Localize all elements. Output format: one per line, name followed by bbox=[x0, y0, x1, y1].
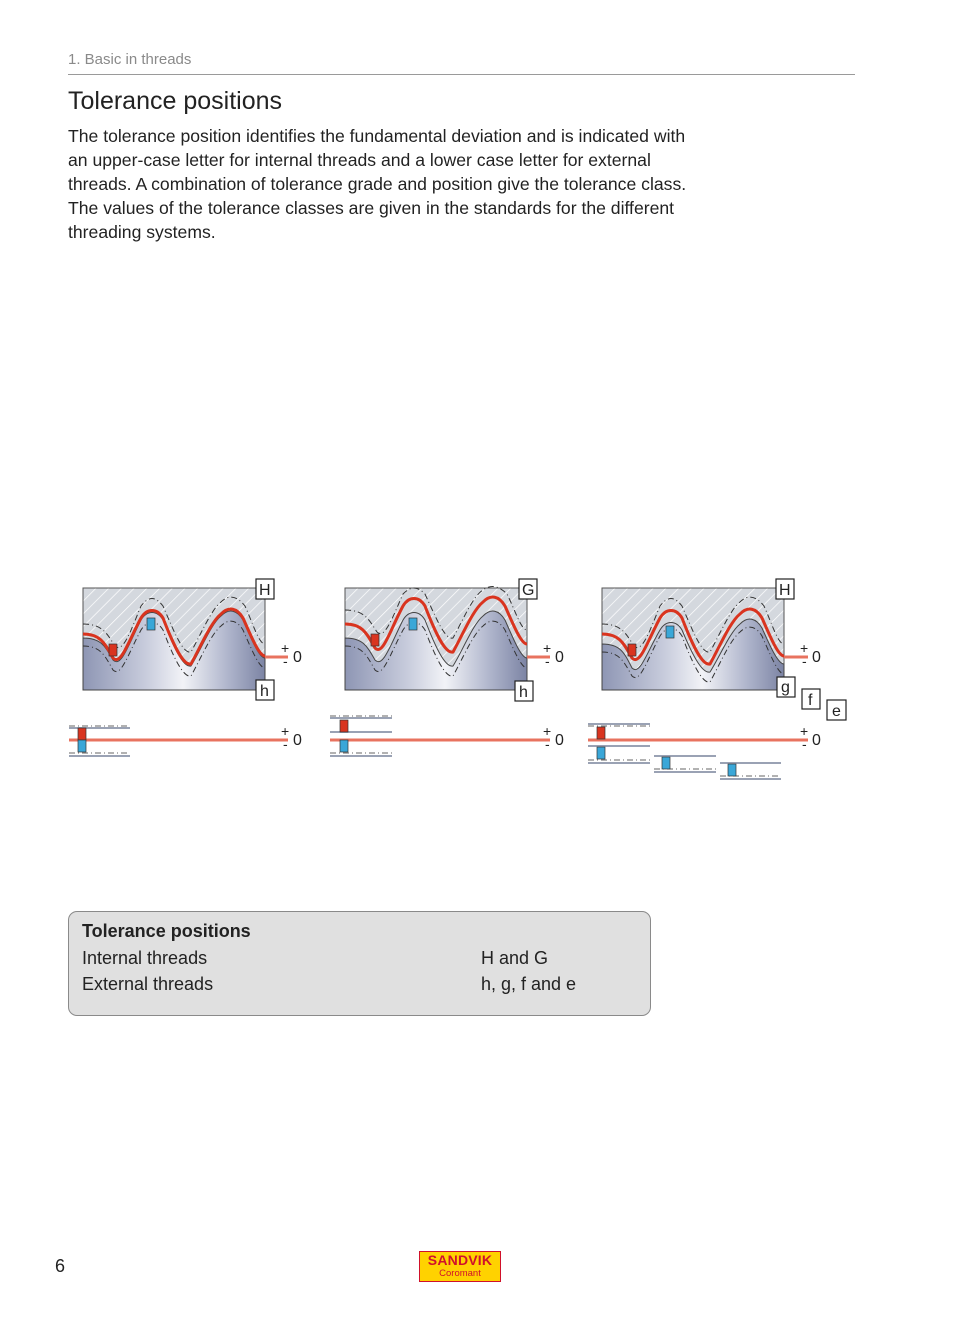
page-title: Tolerance positions bbox=[68, 87, 283, 115]
sandvik-coromant-logo bbox=[419, 1251, 501, 1282]
panel-1-external-letter: h bbox=[260, 683, 269, 700]
panel-2-diagram bbox=[345, 587, 527, 690]
panel-1-zero: 0 bbox=[293, 649, 302, 666]
panel-2-schematic-zero: 0 bbox=[555, 732, 564, 749]
summary-row-internal-value: H and G bbox=[481, 948, 549, 968]
header-divider bbox=[68, 74, 855, 75]
summary-row-external-label: External threads bbox=[82, 974, 214, 994]
panel-3-schematic-zero: 0 bbox=[812, 732, 821, 749]
panel-2-schematic-plus: + bbox=[543, 723, 552, 739]
panel-1-schematic-minus: - bbox=[283, 736, 288, 752]
panel-1-plus: + bbox=[281, 640, 290, 656]
summary-row-internal-label: Internal threads bbox=[82, 948, 208, 968]
panel-1-minus: - bbox=[283, 653, 288, 669]
panel-1-diagram bbox=[83, 588, 265, 690]
panel-1-schematic-zero: 0 bbox=[293, 732, 302, 749]
panel-3-plus: + bbox=[800, 640, 809, 656]
tolerance-summary-box bbox=[68, 911, 651, 1016]
panel-2-zero: 0 bbox=[555, 649, 564, 666]
panel-3-minus: - bbox=[802, 653, 807, 669]
panel-2-minus: - bbox=[545, 653, 550, 669]
summary-title: Tolerance positions bbox=[82, 921, 251, 941]
panel-3-schematic-plus: + bbox=[800, 723, 809, 739]
logo-line-1: SANDVIK bbox=[427, 1252, 493, 1268]
panel-2-external-letter: h bbox=[519, 684, 528, 701]
panel-3-internal-letter: H bbox=[779, 582, 791, 599]
tolerance-position-diagram bbox=[60, 570, 860, 790]
summary-row-external-value: h, g, f and e bbox=[481, 974, 577, 994]
panel-3-letter-e: e bbox=[832, 703, 841, 720]
page-number: 6 bbox=[55, 1256, 66, 1276]
panel-2-schematic-minus: - bbox=[545, 736, 550, 752]
logo-line-2: Coromant bbox=[439, 1268, 481, 1279]
panel-1-zone-schematic bbox=[69, 726, 288, 756]
section-breadcrumb: 1. Basic in threads bbox=[68, 51, 192, 68]
intro-paragraph: The tolerance position identifies the fundamental deviation and is indicated with an upper-case letter for internal threads and a lower case letter for external threads. A combination of tolerance grade and position give the tolerance class. The values of the tolerance classes are given in the standards for the different threading systems. bbox=[68, 126, 687, 242]
panel-3-diagram bbox=[602, 588, 784, 690]
panel-3-letter-f: f bbox=[808, 692, 813, 709]
panel-3-zero: 0 bbox=[812, 649, 821, 666]
panel-1-internal-letter: H bbox=[259, 582, 271, 599]
panel-2-internal-letter: G bbox=[522, 582, 535, 599]
panel-2-zone-schematic bbox=[330, 716, 550, 756]
panel-3-schematic-minus: - bbox=[802, 736, 807, 752]
panel-3-zone-schematic bbox=[588, 724, 808, 779]
panel-1-schematic-plus: + bbox=[281, 723, 290, 739]
panel-3-letter-g: g bbox=[781, 679, 790, 696]
panel-2-plus: + bbox=[543, 640, 552, 656]
